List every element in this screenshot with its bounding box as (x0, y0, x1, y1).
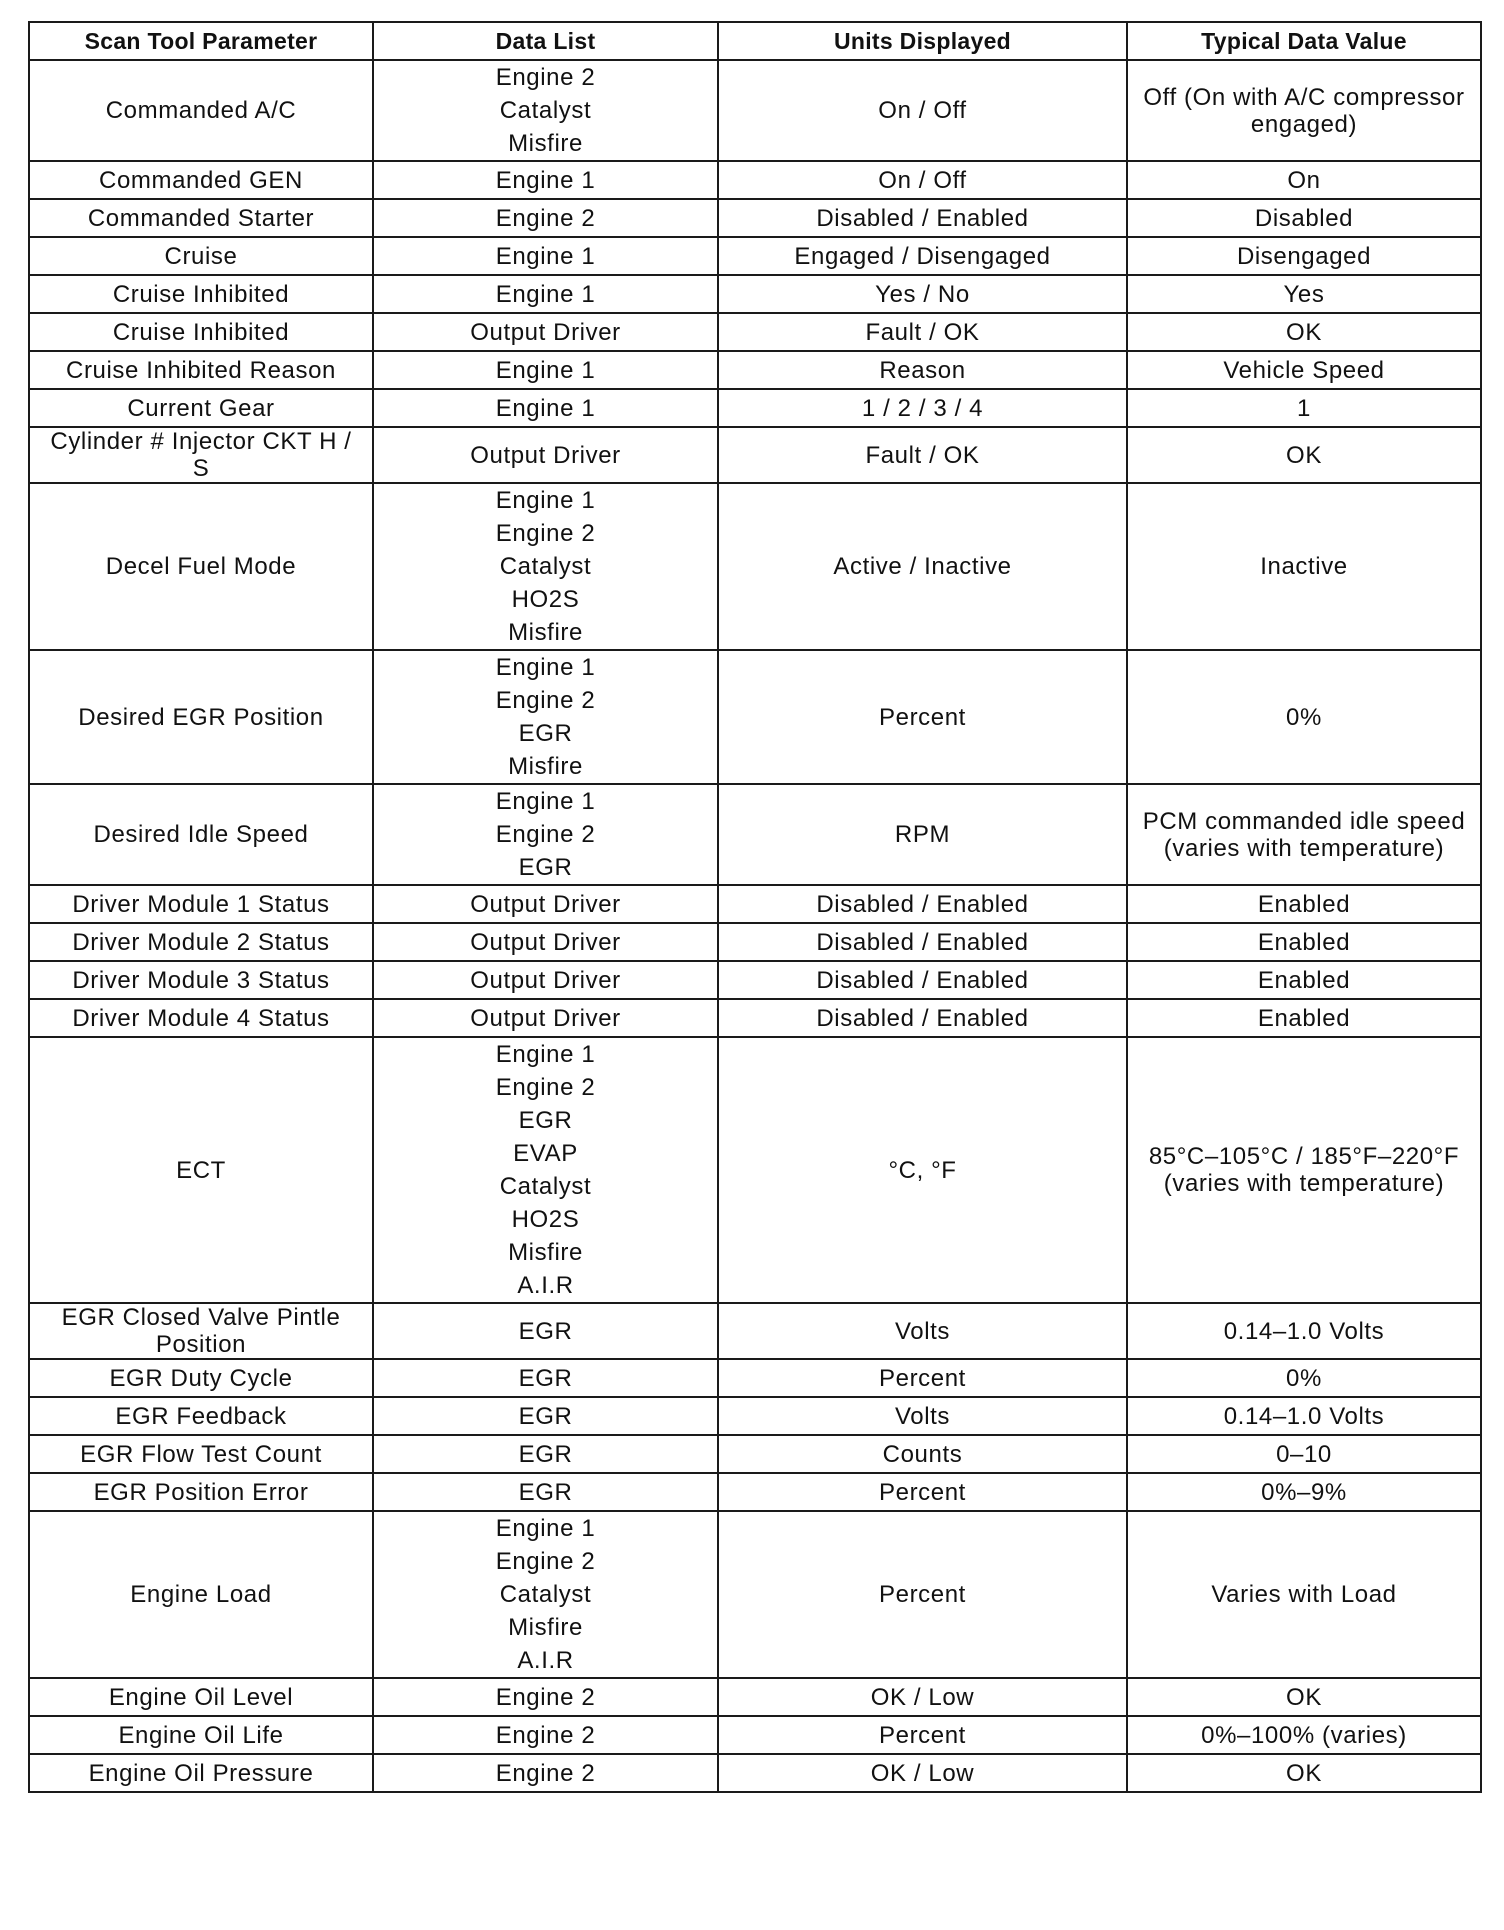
parameter-text: Commanded Starter (87, 204, 315, 232)
table-row (29, 1678, 1481, 1716)
cell-typical-value (1127, 923, 1481, 961)
cell-parameter (29, 161, 373, 199)
table-row (29, 1303, 1481, 1359)
units-text: OK / Low (870, 1759, 975, 1787)
data-list-item: EGR (518, 1364, 573, 1392)
typical-value-text: 0–10 (1276, 1440, 1332, 1468)
cell-data-list (373, 1754, 718, 1792)
typical-value-text: OK (1286, 1759, 1322, 1787)
cell-parameter (29, 1754, 373, 1792)
units-text: Volts (894, 1402, 951, 1430)
data-list-item: Engine 1 (495, 1515, 596, 1542)
cell-units (718, 999, 1127, 1037)
table-row (29, 1359, 1481, 1397)
cell-parameter (29, 1397, 373, 1435)
units-text: Percent (879, 1478, 966, 1506)
cell-units (718, 1037, 1127, 1303)
cell-parameter (29, 650, 373, 784)
cell-units (718, 237, 1127, 275)
table-row (29, 483, 1481, 650)
data-list-item: Catalyst (499, 97, 592, 124)
units-text: Volts (894, 1317, 951, 1345)
cell-typical-value (1127, 885, 1481, 923)
typical-value-text: Enabled (1257, 928, 1351, 956)
cell-typical-value (1127, 999, 1481, 1037)
data-list-item: EGR (518, 1107, 573, 1134)
data-list-item: EGR (518, 1478, 573, 1506)
data-list-item: Engine 2 (495, 821, 596, 848)
cell-parameter (29, 313, 373, 351)
cell-units (718, 1511, 1127, 1678)
parameter-text: Engine Oil Life (118, 1721, 284, 1749)
data-list-item: Misfire (508, 619, 583, 646)
table-row (29, 199, 1481, 237)
cell-data-list (373, 1359, 718, 1397)
cell-data-list (373, 483, 718, 650)
data-list-item: Misfire (508, 1614, 583, 1641)
units-text: Percent (879, 1581, 966, 1608)
data-list-item: Engine 1 (495, 487, 596, 514)
units-text: OK / Low (870, 1683, 975, 1711)
cell-typical-value (1127, 483, 1481, 650)
table-row (29, 1716, 1481, 1754)
units-text: Disabled / Enabled (816, 1004, 1029, 1032)
data-list-item: Engine 1 (495, 1041, 596, 1068)
header-units-displayed: Units Displayed (718, 22, 1127, 60)
data-list-item: Engine 2 (495, 1683, 596, 1711)
parameter-text: Decel Fuel Mode (105, 553, 297, 580)
cell-data-list (373, 923, 718, 961)
data-list-item: Engine 1 (495, 394, 596, 422)
parameter-text: Commanded A/C (105, 97, 297, 124)
data-list-item: Misfire (508, 130, 583, 157)
cell-parameter (29, 199, 373, 237)
table-row (29, 885, 1481, 923)
data-list-item: Catalyst (499, 553, 592, 580)
cell-parameter (29, 351, 373, 389)
data-list-item: Engine 1 (495, 654, 596, 681)
units-text: Percent (879, 1721, 966, 1749)
cell-typical-value (1127, 199, 1481, 237)
cell-parameter (29, 389, 373, 427)
cell-typical-value (1127, 961, 1481, 999)
table-header-row (29, 22, 1481, 60)
cell-data-list (373, 313, 718, 351)
cell-units (718, 1435, 1127, 1473)
cell-units (718, 650, 1127, 784)
parameter-text: Cruise Inhibited (112, 318, 290, 346)
parameter-text: EGR Duty Cycle (109, 1364, 293, 1392)
cell-typical-value (1127, 784, 1481, 885)
cell-parameter (29, 60, 373, 161)
data-list-item: Output Driver (470, 1004, 621, 1032)
data-list-item: Output Driver (470, 928, 621, 956)
data-list-item: Misfire (508, 753, 583, 780)
cell-units (718, 923, 1127, 961)
cell-units (718, 1754, 1127, 1792)
units-text: On / Off (878, 166, 967, 194)
scan-tool-data-table (28, 21, 1482, 1793)
units-text: RPM (894, 821, 951, 848)
units-text: 1 / 2 / 3 / 4 (861, 394, 984, 422)
cell-typical-value (1127, 1303, 1481, 1359)
typical-value-text: 1 (1297, 394, 1311, 422)
parameter-text: Driver Module 4 Status (72, 1004, 330, 1032)
data-list-item: Engine 1 (495, 242, 596, 270)
units-text: Reason (879, 356, 966, 384)
cell-units (718, 161, 1127, 199)
cell-data-list (373, 784, 718, 885)
data-list-item: Engine 1 (495, 788, 596, 815)
data-list-item: A.I.R (517, 1272, 574, 1299)
cell-units (718, 1473, 1127, 1511)
cell-typical-value (1127, 351, 1481, 389)
parameter-text: Cruise (164, 242, 238, 270)
parameter-text: Commanded GEN (99, 166, 303, 194)
cell-typical-value (1127, 427, 1481, 483)
data-list-item: EGR (518, 1440, 573, 1468)
cell-data-list (373, 427, 718, 483)
cell-parameter (29, 999, 373, 1037)
parameter-text: Driver Module 1 Status (72, 890, 330, 918)
cell-parameter (29, 1716, 373, 1754)
units-text: Active / Inactive (833, 553, 1012, 580)
units-text: Percent (879, 1364, 966, 1392)
parameter-text: EGR Flow Test Count (80, 1440, 322, 1468)
data-list-item: EGR (518, 1317, 573, 1345)
cell-typical-value (1127, 313, 1481, 351)
header-data-list: Data List (373, 22, 718, 60)
typical-value-text: On (1287, 166, 1321, 194)
typical-value-text: 0.14–1.0 Volts (1223, 1402, 1385, 1430)
typical-value-text: 0%–9% (1261, 1478, 1347, 1506)
typical-value-text: Varies with Load (1211, 1581, 1397, 1608)
units-text: Disabled / Enabled (816, 890, 1029, 918)
table-row (29, 1473, 1481, 1511)
table-row (29, 784, 1481, 885)
units-text: Engaged / Disengaged (794, 242, 1051, 270)
cell-typical-value (1127, 161, 1481, 199)
parameter-text: Desired EGR Position (78, 703, 324, 731)
typical-value-text: Disabled (1254, 204, 1354, 232)
typical-value-text: OK (1286, 441, 1322, 469)
cell-typical-value (1127, 1511, 1481, 1678)
units-text: °C, °F (888, 1156, 957, 1184)
data-list-item: Catalyst (499, 1581, 592, 1608)
table-row (29, 1754, 1481, 1792)
cell-data-list (373, 1435, 718, 1473)
cell-typical-value (1127, 1397, 1481, 1435)
units-text: On / Off (878, 97, 967, 124)
cell-parameter (29, 961, 373, 999)
cell-parameter (29, 237, 373, 275)
header-typical-data-value: Typical Data Value (1127, 22, 1481, 60)
data-list-item: Engine 2 (495, 1759, 596, 1787)
parameter-text: EGR Position Error (93, 1478, 309, 1506)
cell-parameter (29, 885, 373, 923)
data-list-item: Engine 2 (495, 687, 596, 714)
typical-value-text: Vehicle Speed (1223, 356, 1385, 384)
cell-units (718, 1397, 1127, 1435)
cell-typical-value (1127, 1716, 1481, 1754)
data-list-item: Engine 2 (495, 520, 596, 547)
header-scan-tool-parameter: Scan Tool Parameter (29, 22, 373, 60)
typical-value-text: Enabled (1257, 890, 1351, 918)
parameter-text: Current Gear (127, 394, 275, 422)
units-text: Yes / No (875, 280, 970, 308)
cell-typical-value (1127, 60, 1481, 161)
data-list-item: Engine 1 (495, 356, 596, 384)
typical-value-text: 85°C–105°C / 185°F–220°F (varies with temperature) (1148, 1143, 1460, 1197)
parameter-text: Cylinder # Injector CKT H / S (50, 428, 352, 482)
units-text: Disabled / Enabled (816, 928, 1029, 956)
table-row (29, 1511, 1481, 1678)
cell-parameter (29, 275, 373, 313)
cell-data-list (373, 1511, 718, 1678)
cell-data-list (373, 885, 718, 923)
cell-data-list (373, 237, 718, 275)
parameter-text: Desired Idle Speed (93, 821, 309, 848)
table-body (29, 60, 1481, 1792)
units-text: Disabled / Enabled (816, 966, 1029, 994)
typical-value-text: 0% (1286, 1364, 1322, 1392)
cell-typical-value (1127, 1678, 1481, 1716)
cell-parameter (29, 1037, 373, 1303)
data-list-item: Output Driver (470, 966, 621, 994)
cell-data-list (373, 199, 718, 237)
cell-data-list (373, 389, 718, 427)
cell-data-list (373, 1303, 718, 1359)
table-row (29, 237, 1481, 275)
cell-data-list (373, 961, 718, 999)
cell-parameter (29, 1435, 373, 1473)
units-text: Fault / OK (865, 318, 980, 346)
typical-value-text: Yes (1283, 280, 1325, 308)
typical-value-text: Enabled (1257, 966, 1351, 994)
cell-data-list (373, 60, 718, 161)
cell-data-list (373, 999, 718, 1037)
data-list-item: EVAP (513, 1140, 578, 1167)
table-row (29, 999, 1481, 1037)
cell-data-list (373, 351, 718, 389)
data-list-item: Engine 2 (495, 1074, 596, 1101)
cell-units (718, 427, 1127, 483)
cell-units (718, 351, 1127, 389)
cell-typical-value (1127, 650, 1481, 784)
data-list-item: Engine 2 (495, 1548, 596, 1575)
cell-parameter (29, 1511, 373, 1678)
cell-typical-value (1127, 1359, 1481, 1397)
data-list-item: A.I.R (517, 1647, 574, 1674)
units-text: Percent (879, 703, 966, 731)
table-row (29, 313, 1481, 351)
cell-units (718, 313, 1127, 351)
parameter-text: ECT (176, 1156, 226, 1184)
data-list-item: Engine 1 (495, 280, 596, 308)
cell-typical-value (1127, 1037, 1481, 1303)
typical-value-text: OK (1286, 318, 1322, 346)
cell-data-list (373, 1397, 718, 1435)
data-list-item: Engine 2 (495, 64, 596, 91)
data-list-item: Misfire (508, 1239, 583, 1266)
data-list-item: Catalyst (499, 1173, 592, 1200)
data-list-item: Engine 1 (495, 166, 596, 194)
cell-units (718, 961, 1127, 999)
cell-typical-value (1127, 1754, 1481, 1792)
data-list-item: HO2S (511, 586, 580, 613)
cell-units (718, 389, 1127, 427)
units-text: Fault / OK (865, 441, 980, 469)
parameter-text: Engine Oil Level (108, 1683, 294, 1711)
cell-units (718, 885, 1127, 923)
parameter-text: Driver Module 3 Status (72, 966, 330, 994)
cell-parameter (29, 1473, 373, 1511)
table-row (29, 923, 1481, 961)
cell-units (718, 199, 1127, 237)
parameter-text: Cruise Inhibited (112, 280, 290, 308)
cell-units (718, 1359, 1127, 1397)
cell-parameter (29, 1303, 373, 1359)
cell-typical-value (1127, 1435, 1481, 1473)
units-text: Counts (882, 1440, 963, 1468)
cell-typical-value (1127, 389, 1481, 427)
cell-parameter (29, 483, 373, 650)
table-row (29, 389, 1481, 427)
cell-data-list (373, 1037, 718, 1303)
cell-units (718, 483, 1127, 650)
parameter-text: Cruise Inhibited Reason (66, 356, 336, 384)
cell-units (718, 1716, 1127, 1754)
typical-value-text: 0%–100% (varies) (1201, 1721, 1407, 1749)
cell-parameter (29, 1678, 373, 1716)
data-list-item: EGR (518, 854, 573, 881)
cell-units (718, 60, 1127, 161)
cell-data-list (373, 1678, 718, 1716)
cell-parameter (29, 923, 373, 961)
parameter-text: Driver Module 2 Status (72, 928, 330, 956)
cell-units (718, 784, 1127, 885)
cell-data-list (373, 275, 718, 313)
table-row (29, 351, 1481, 389)
parameter-text: EGR Closed Valve Pintle Position (61, 1304, 341, 1358)
cell-data-list (373, 650, 718, 784)
data-list-item: Output Driver (470, 318, 621, 346)
typical-value-text: PCM commanded idle speed (varies with temperature) (1142, 807, 1466, 862)
cell-data-list (373, 161, 718, 199)
cell-parameter (29, 784, 373, 885)
typical-value-text: 0.14–1.0 Volts (1223, 1317, 1385, 1345)
cell-units (718, 1678, 1127, 1716)
table-row (29, 161, 1481, 199)
parameter-text: Engine Load (130, 1581, 272, 1608)
cell-data-list (373, 1716, 718, 1754)
typical-value-text: OK (1286, 1683, 1322, 1711)
units-text: Disabled / Enabled (816, 204, 1029, 232)
typical-value-text: Disengaged (1236, 242, 1372, 270)
data-list-item: Engine 2 (495, 204, 596, 232)
table-row (29, 60, 1481, 161)
data-list-item: HO2S (511, 1206, 580, 1233)
cell-parameter (29, 1359, 373, 1397)
cell-typical-value (1127, 1473, 1481, 1511)
typical-value-text: 0% (1286, 703, 1322, 731)
cell-typical-value (1127, 275, 1481, 313)
typical-value-text: Inactive (1260, 553, 1348, 580)
data-list-item: EGR (518, 720, 573, 747)
table-row (29, 650, 1481, 784)
cell-units (718, 275, 1127, 313)
table-row (29, 1037, 1481, 1303)
table-row (29, 1435, 1481, 1473)
table-row (29, 1397, 1481, 1435)
cell-typical-value (1127, 237, 1481, 275)
parameter-text: EGR Feedback (115, 1402, 287, 1430)
cell-data-list (373, 1473, 718, 1511)
table-row (29, 961, 1481, 999)
table-row (29, 275, 1481, 313)
data-list-item: Output Driver (470, 441, 621, 469)
data-list-item: Engine 2 (495, 1721, 596, 1749)
data-list-item: Output Driver (470, 890, 621, 918)
typical-value-text: Off (On with A/C compressor engaged) (1143, 83, 1465, 138)
data-list-item: EGR (518, 1402, 573, 1430)
table-row (29, 427, 1481, 483)
cell-parameter (29, 427, 373, 483)
parameter-text: Engine Oil Pressure (88, 1759, 314, 1787)
cell-units (718, 1303, 1127, 1359)
typical-value-text: Enabled (1257, 1004, 1351, 1032)
